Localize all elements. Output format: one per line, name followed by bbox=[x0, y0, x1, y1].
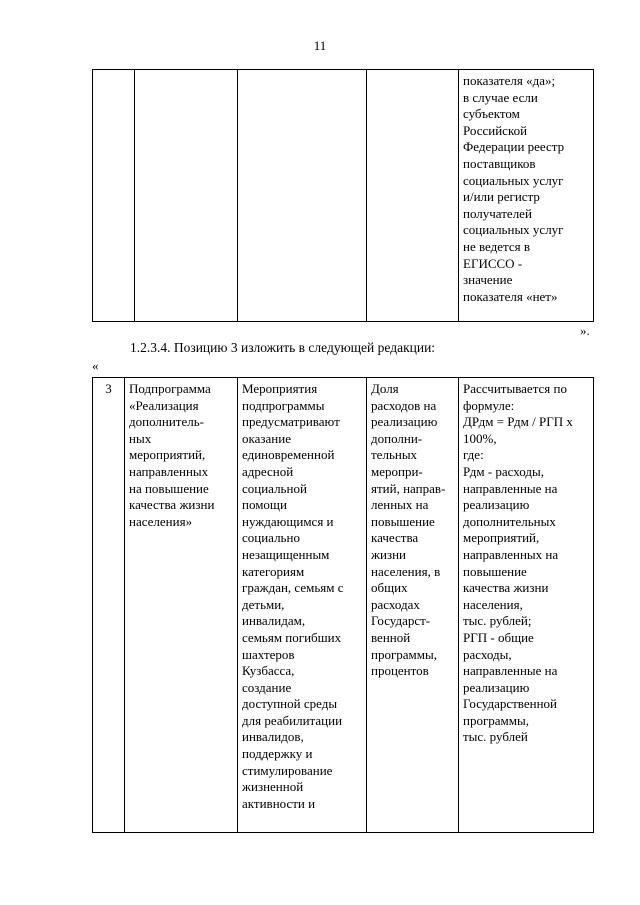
empty-cell bbox=[367, 70, 459, 322]
activities-text: Мероприятия подпрограммы предусматривают оказание единовременной адресной социальной помощи нуждающимся и социально незащищенным категориям граждан, семьям с детьми, инвалидам, семьям погибших шахтеров Кузбасса, создание доступной среды для реабилитации инвалидов, поддержку и стимулирование жизненной активности и bbox=[242, 381, 344, 811]
page-number: 11 bbox=[313, 38, 327, 53]
table-row bbox=[93, 70, 594, 322]
subprogram-cell bbox=[125, 378, 238, 833]
position-number: 3 bbox=[105, 381, 112, 396]
indicator-text: Доля расходов на реализацию дополни- тельных меропри- ятий, направ- ленных на повышение качества жизни населения, в общих расходах Государст- венной программы, процентов bbox=[371, 381, 446, 679]
indicator-note-cell bbox=[459, 70, 594, 322]
position-3-table bbox=[92, 377, 594, 833]
activities-cell bbox=[238, 378, 367, 833]
amendment-instruction: 1.2.3.4. Позицию 3 изложить в следующей редакции: bbox=[130, 340, 436, 355]
formula-text: Рассчитывается по формуле: ДРдм = Рдм / РГП х 100%, где: Рдм - расходы, направленные на реализацию дополнительных мероприятий, направленных на повышение качества жизни населения, тыс. рублей; РГП - общие расходы, направленные на реализацию Государственной программы, тыс. рублей bbox=[463, 381, 573, 745]
closing-quote: ». bbox=[580, 323, 590, 338]
empty-cell bbox=[135, 70, 238, 322]
opening-quote: « bbox=[92, 358, 99, 373]
table-row bbox=[93, 378, 594, 833]
continued-table bbox=[92, 69, 594, 322]
formula-cell bbox=[459, 378, 594, 833]
position-number-cell bbox=[93, 378, 125, 833]
indicator-cell bbox=[367, 378, 459, 833]
empty-cell bbox=[93, 70, 135, 322]
empty-cell bbox=[238, 70, 367, 322]
indicator-note-text: показателя «да»; в случае если субъектом Российской Федерации реестр поставщиков социальных услуг и/или регистр получателей социальных услуг не ведется в ЕГИССО - значение показателя «нет» bbox=[463, 73, 565, 304]
subprogram-text: Подпрограмма «Реализация дополнитель- ных мероприятий, направленных на повышение качества жизни населения» bbox=[129, 381, 215, 529]
